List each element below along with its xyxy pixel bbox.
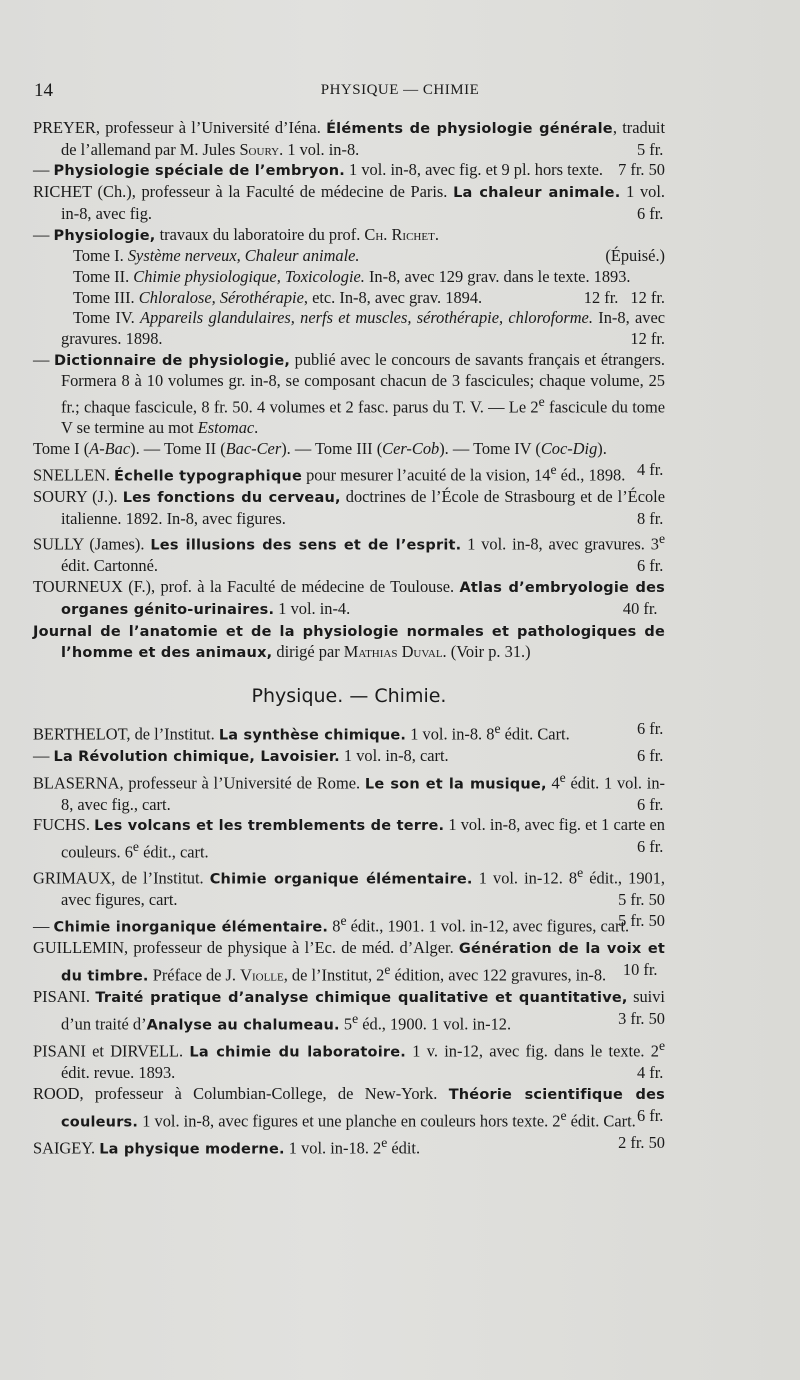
catalog-entry-snellen: SNELLEN. Échelle typographique pour mesurer l’acuité de la vision, 14e éd., 1898. 4 fr. (33, 459, 664, 485)
catalog-entry-guillemin: GUILLEMIN, professeur de physique à l’Ec. de méd. d’Alger. Génération de la voix et du timbre. Préface de J. Violle, de l’Institut, 2e édition, avec 122 gravures, in-8. 10 fr. (33, 938, 666, 985)
catalog-content (33, 118, 665, 1160)
catalog-entry-preyer2: — Physiologie spéciale de l’embryon. 1 vol. in-8, avec fig. et 9 pl. hors texte. 7 fr. 50 (33, 160, 665, 180)
catalog-entry-preyer1: PREYER, professeur à l’Université d’Iéna. Éléments de physiologie générale, traduit de l’allemand par M. Jules Soury. 1 vol. in-8. 5 fr. (33, 118, 665, 159)
catalog-entry-tome3: Tome III. Chloralose, Sérothérapie, etc. In-8, avec grav. 1894. 12 fr. (73, 287, 619, 307)
catalog-entry-richet1: RICHET (Ch.), professeur à la Faculté de médecine de Paris. La chaleur animale. 1 vol. in-8, avec fig. 6 fr. (33, 182, 666, 223)
catalog-entry-richet4: Tome I (A-Bac). — Tome II (Bac-Cer). — Tome III (Cer-Cob). — Tome IV (Coc-Dig). (33, 439, 607, 459)
catalog-entry-berthelot2: — La Révolution chimique, Lavoisier. 1 vol. in-8, cart. 6 fr. (33, 745, 664, 765)
catalog-entry-richet2: — Physiologie, travaux du laboratoire du prof. Ch. Richet. (33, 224, 439, 244)
catalog-entry-grimaux2: — Chimie inorganique élémentaire. 8e édit., 1901. 1 vol. in-12, avec figures, cart. 5 fr. 50 (33, 911, 665, 936)
running-title: PHYSIQUE — CHIMIE (320, 82, 480, 98)
catalog-entry-richet3: — Dictionnaire de physiologie, publié avec le concours de savants français et étrangers. Formera 8 à 10 volumes gr. in-8, se composant chacun de 3 fascicules; chaque volume, 25 fr.; chaque fascicule, 8 fr. 50. 4 volumes et 2 fasc. parus du T. V. — Le 2e fascicule du tome V se termine au mot Estomac. (33, 349, 666, 438)
catalog-entry-tome1: Tome I. Système nerveux, Chaleur animale. (Épuisé.) (73, 246, 665, 266)
catalog-entry-tome4: Tome IV. Appareils glandulaires, nerfs et muscles, sérothérapie, chloroforme. In-8, avec gravures. 1898. 12 fr. (61, 308, 666, 349)
catalog-entry-tourneux: TOURNEUX (F.), prof. à la Faculté de médecine de Toulouse. Atlas d’embryologie des organes génito-urinaires. 1 vol. in-4. 40 fr. (33, 577, 665, 618)
catalog-entry-journal: Journal de l’anatomie et de la physiologie normales et pathologiques de l’homme et des animaux, dirigé par Mathias Duval. (Voir p. 31.) (33, 623, 665, 662)
catalog-entry-tome2: Tome II. Chimie physiologique, Toxicologie. In-8, avec 129 grav. dans le texte. 1893. 12 fr. (73, 266, 665, 307)
catalog-entry-grimaux: GRIMAUX, de l’Institut. Chimie organique élémentaire. 1 vol. in-12. 8e édit., 1901, avec figures, cart. 5 fr. 50 (33, 865, 665, 910)
entries-bottom (33, 719, 665, 1160)
section-title: Physique. — Chimie. (251, 684, 447, 707)
catalog-entry-sully: SULLY (James). Les illusions des sens et de l’esprit. 1 vol. in-8, avec gravures. 3e édit. Cartonné. 6 fr. (33, 531, 665, 576)
catalog-entry-rood: ROOD, professeur à Columbian-College, de New-York. Théorie scientifique des couleurs. 1 vol. in-8, avec figures et une planche en couleurs hors texte. 2e édit. Cart. 6 fr. (33, 1083, 665, 1131)
catalog-entry-fuchs: FUCHS. Les volcans et les tremblements de terre. 1 vol. in-8, avec fig. et 1 carte en couleurs. 6e édit., cart. 6 fr. (33, 815, 665, 862)
catalog-entry-blaserna: BLASERNA, professeur à l’Université de Rome. Le son et la musique, 4e édit. 1 vol. in-8, avec fig., cart. 6 fr. (33, 769, 666, 814)
catalog-entry-soury: SOURY (J.). Les fonctions du cerveau, doctrines de l’École de Strasbourg et de l’École italienne. 1892. In-8, avec figures. 8 fr. (33, 486, 665, 528)
catalog-entry-pisani2: PISANI et DIRVELL. La chimie du laboratoire. 1 v. in-12, avec fig. dans le texte. 2e édit. revue. 1893. 4 fr. (33, 1038, 666, 1083)
page-number: 14 (34, 80, 53, 101)
richet-tomes (33, 246, 665, 350)
catalog-entry-saigey: SAIGEY. La physique moderne. 1 vol. in-18. 2e édit. 2 fr. 50 (33, 1132, 665, 1158)
page-header (30, 80, 770, 104)
entries-top (33, 118, 665, 246)
catalog-entry-pisani: PISANI. Traité pratique d’analyse chimique qualitative et quantitative, suivi d’un traité d’Analyse au chalumeau. 5e éd., 1900. 1 vol. in-12. 3 fr. 50 (33, 987, 665, 1034)
catalog-entry-berthelot: BERTHELOT, de l’Institut. La synthèse chimique. 1 vol. in-8. 8e édit. Cart. 6 fr. (33, 718, 664, 744)
entries-mid (33, 350, 665, 664)
